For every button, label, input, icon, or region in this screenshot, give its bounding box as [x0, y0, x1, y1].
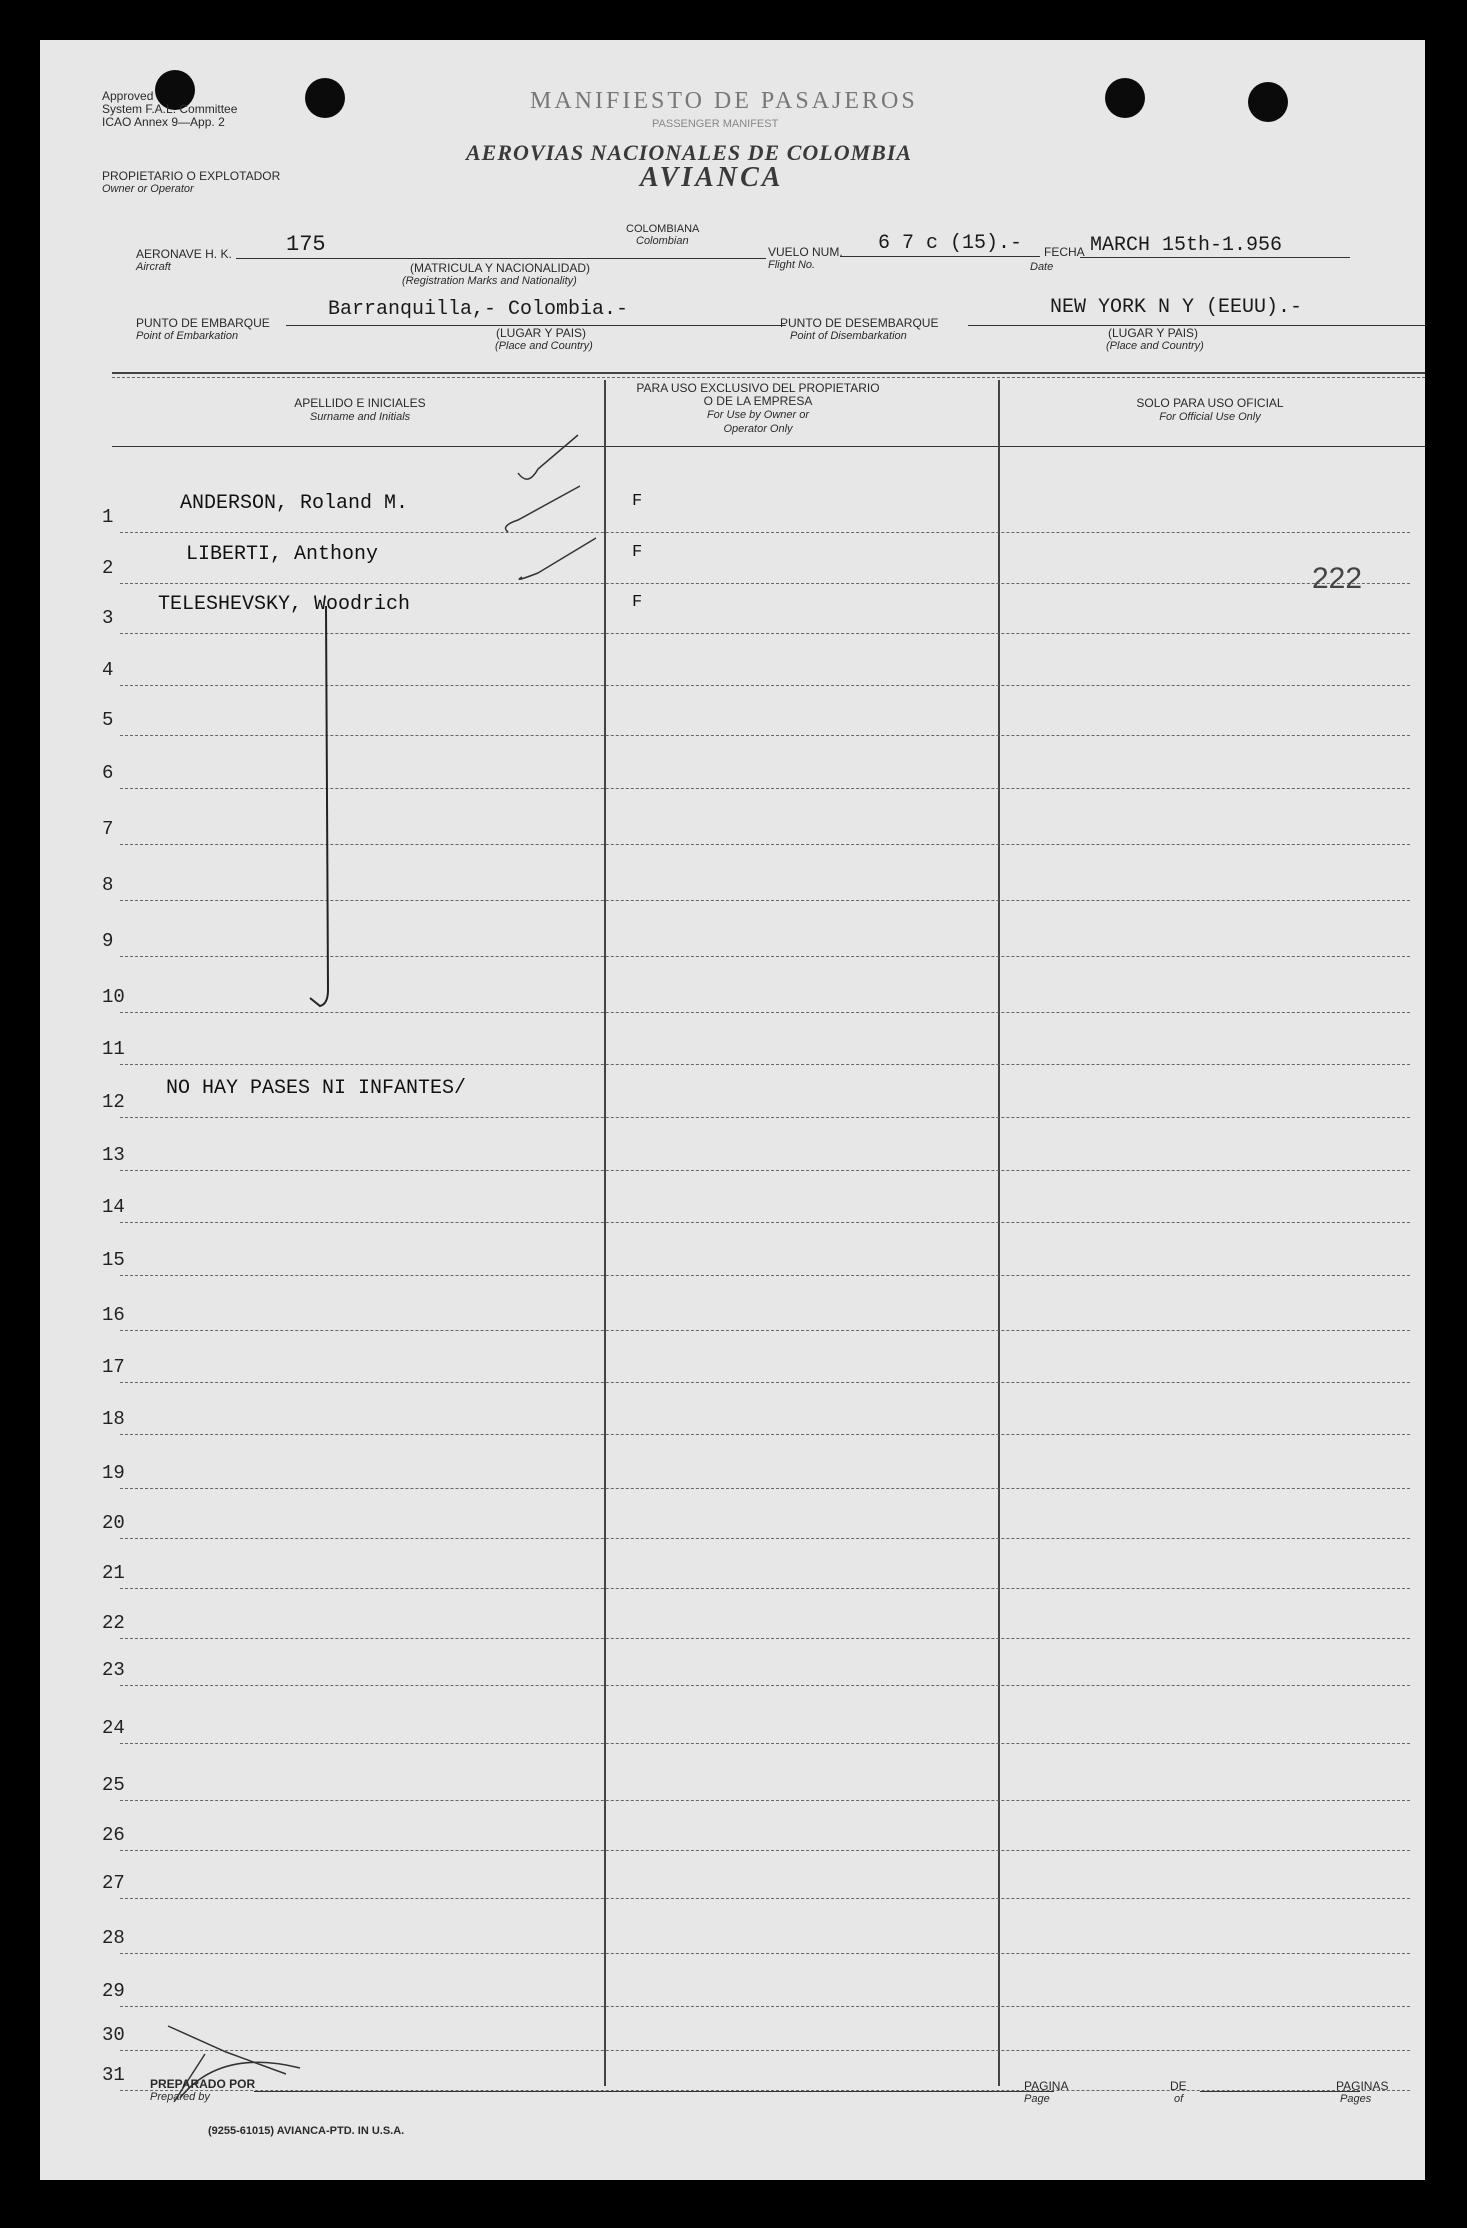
row-line [120, 1638, 1410, 1639]
aircraft-value: 175 [286, 232, 326, 257]
owner-code: F [632, 492, 643, 511]
owner-label-en: Owner or Operator [102, 183, 194, 195]
row-number: 18 [102, 1408, 125, 1430]
airline-brand: AVIANCA [640, 162, 784, 193]
airline-name: AEROVIAS NACIONALES DE COLOMBIA [466, 140, 913, 165]
row-number: 31 [102, 2064, 125, 2086]
row-line [120, 583, 1410, 584]
row-line [120, 844, 1410, 845]
aircraft-underline [236, 258, 766, 259]
approval-line: Approved [102, 89, 154, 103]
row-line [120, 532, 1410, 533]
row-line [120, 2050, 1410, 2051]
row-line [120, 1898, 1410, 1899]
row-number: 30 [102, 2024, 125, 2046]
row-number: 29 [102, 1980, 125, 2002]
row-number: 8 [102, 874, 114, 896]
prepared-label: PREPARADO POR [150, 2077, 256, 2091]
row-number: 17 [102, 1356, 125, 1378]
row-number: 21 [102, 1562, 125, 1584]
flight-value: 6 7 c (15).- [878, 232, 1023, 255]
row-number: 4 [102, 659, 114, 681]
row-line [120, 1953, 1410, 1954]
row-number: 12 [102, 1091, 125, 1113]
row-number: 13 [102, 1144, 125, 1166]
de-label: DE [1170, 2079, 1187, 2093]
official-note: 222 [1312, 562, 1363, 595]
flight-underline [840, 256, 1040, 257]
row-line [120, 1488, 1410, 1489]
row-line [120, 900, 1410, 901]
row-number: 24 [102, 1717, 125, 1739]
row-number: 22 [102, 1612, 125, 1634]
embark-value: Barranquilla,- Colombia.- [328, 298, 629, 321]
row-number: 7 [102, 818, 114, 840]
column-divider [998, 380, 1000, 2086]
row-line [120, 1434, 1410, 1435]
row-number: 10 [102, 986, 125, 1008]
column-header-official: SOLO PARA USO OFICIAL For Official Use Only [1136, 396, 1284, 423]
row-number: 27 [102, 1872, 125, 1894]
disembark-value: NEW YORK N Y (EEUU).- [1050, 296, 1303, 319]
manifest-title-en: PASSENGER MANIFEST [652, 118, 779, 130]
column-header-name: APELLIDO E INICIALES Surname and Initials [294, 396, 426, 423]
row-number: 2 [102, 557, 114, 579]
pencil-marks [40, 40, 1425, 2180]
pagina-label: PAGINA [1024, 2079, 1069, 2093]
column-header-owner: PARA USO EXCLUSIVO DEL PROPIETARIO O DE LA EMPRESA For Use by Owner or Operator Only [636, 381, 880, 435]
row-line [120, 633, 1410, 634]
row-number: 15 [102, 1249, 125, 1271]
disembark-place-label: (LUGAR Y PAIS) [1108, 326, 1199, 340]
nationality-printed-en: Colombian [636, 235, 689, 247]
aircraft-label: AERONAVE H. K. [136, 247, 232, 261]
printer-imprint: (9255-61015) AVIANCA-PTD. IN U.S.A. [208, 2125, 405, 2137]
row-line [120, 2006, 1410, 2007]
prepared-underline [254, 2091, 1054, 2092]
punch-hole [305, 78, 345, 118]
row-number: 25 [102, 1774, 125, 1796]
aircraft-label-en: Aircraft [136, 261, 171, 273]
date-label-en: Date [1030, 261, 1054, 273]
row-number: 26 [102, 1824, 125, 1846]
header-rule [112, 372, 1425, 374]
paginas-label: PAGINAS [1336, 2079, 1389, 2093]
row-number: 11 [102, 1038, 125, 1060]
row-line [120, 1275, 1410, 1276]
manifest-title: MANIFIESTO DE PASAJEROS [530, 88, 918, 114]
row-line [120, 1743, 1410, 1744]
row-line [120, 1800, 1410, 1801]
row-number: 16 [102, 1304, 125, 1326]
row-line [120, 1850, 1410, 1851]
row-number: 14 [102, 1196, 125, 1218]
row-line [120, 1588, 1410, 1589]
nationality-printed: COLOMBIANA [626, 223, 700, 235]
row-line [120, 1170, 1410, 1171]
row-line [120, 685, 1410, 686]
row-line [120, 735, 1410, 736]
row-number: 9 [102, 930, 114, 952]
punch-hole [1248, 82, 1288, 122]
row-line [120, 1382, 1410, 1383]
column-header-rule [112, 446, 1425, 447]
owner-code: F [632, 543, 643, 562]
owner-label: PROPIETARIO O EXPLOTADOR [102, 169, 281, 183]
passenger-name: TELESHEVSKY, Woodrich [158, 593, 411, 616]
row-line [120, 1222, 1410, 1223]
embark-label: PUNTO DE EMBARQUE [136, 316, 270, 330]
row-number: 19 [102, 1462, 125, 1484]
row-number: 28 [102, 1927, 125, 1949]
row-number: 23 [102, 1659, 125, 1681]
de-label-en: of [1174, 2093, 1184, 2105]
date-value: MARCH 15th-1.956 [1090, 234, 1283, 257]
registration-label-en: (Registration Marks and Nationality) [402, 275, 577, 287]
row-line [120, 1064, 1410, 1065]
date-label: FECHA [1044, 245, 1085, 259]
owner-code: F [632, 593, 643, 612]
paginas-label-en: Pages [1340, 2093, 1372, 2105]
manifest-sheet [40, 40, 1425, 2180]
prepared-label-en: Prepared by [150, 2091, 210, 2103]
row-line [120, 1685, 1410, 1686]
punch-hole [1105, 78, 1145, 118]
embark-place-label-en: (Place and Country) [495, 340, 593, 352]
approval-line: ICAO Annex 9—App. 2 [102, 115, 225, 129]
flight-label: VUELO NUM. [768, 245, 843, 259]
registration-label: (MATRICULA Y NACIONALIDAD) [410, 261, 591, 275]
row-line [120, 1330, 1410, 1331]
disembark-label: PUNTO DE DESEMBARQUE [780, 316, 939, 330]
row-line [120, 788, 1410, 789]
row-line [120, 1117, 1410, 1118]
row-number: 3 [102, 607, 114, 629]
passenger-name: LIBERTI, Anthony [186, 543, 379, 566]
row-line [120, 956, 1410, 957]
disembark-label-en: Point of Disembarkation [790, 330, 907, 342]
pagina-label-en: Page [1024, 2093, 1050, 2105]
row-number: 20 [102, 1512, 125, 1534]
column-divider [604, 380, 606, 2086]
date-underline [1080, 257, 1350, 258]
passenger-name: ANDERSON, Roland M. [180, 492, 409, 515]
disembark-place-label-en: (Place and Country) [1106, 340, 1204, 352]
approval-line: System F.A.L. Committee [102, 102, 238, 116]
embark-label-en: Point of Embarkation [136, 330, 239, 342]
row-line [120, 1538, 1410, 1539]
flight-label-en: Flight No. [768, 259, 816, 271]
row-number: 6 [102, 762, 114, 784]
row-line [120, 1012, 1410, 1013]
row-number: 1 [102, 506, 114, 528]
row-number: 5 [102, 709, 114, 731]
embark-place-label: (LUGAR Y PAIS) [496, 326, 587, 340]
header-rule [112, 377, 1425, 378]
passenger-name: NO HAY PASES NI INFANTES/ [166, 1077, 467, 1100]
